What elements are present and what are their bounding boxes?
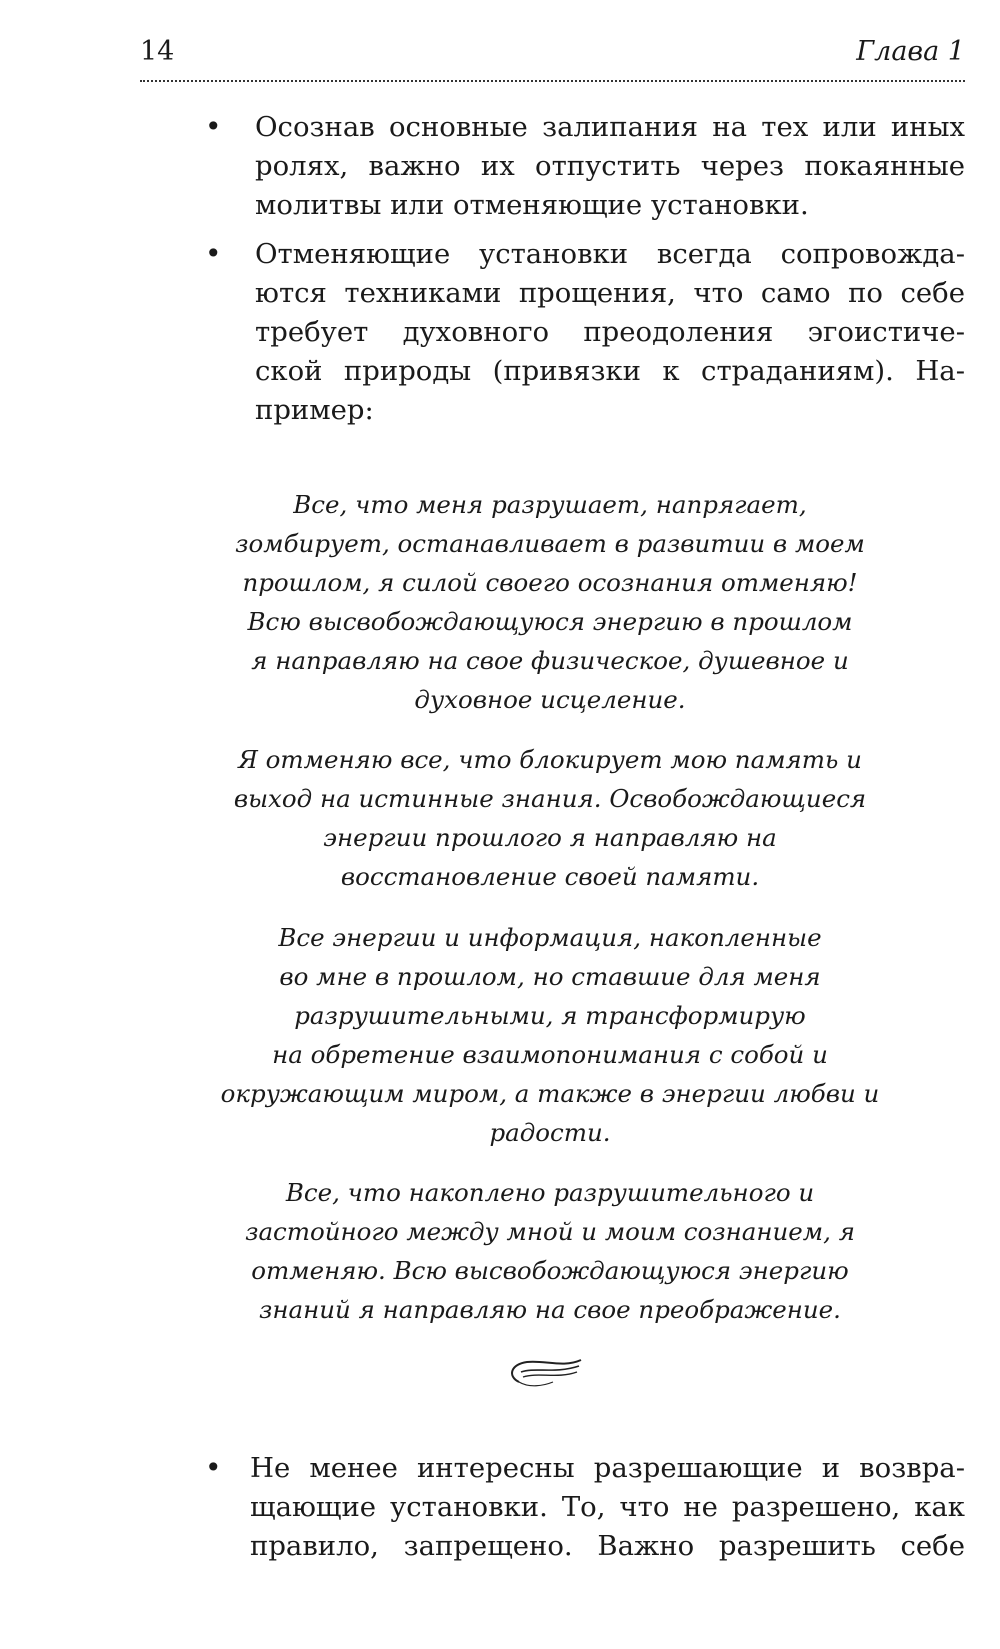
text-line: отменяю. Всю высвобождающуюся энергию — [251, 1256, 849, 1285]
affirmation-block-4 — [150, 1173, 950, 1329]
text-line: во мне в прошлом, но ставшие для меня — [279, 962, 821, 991]
text-line: радости. — [489, 1118, 611, 1147]
text-line: Всю высвобождающуюся энергию в прошлом — [247, 607, 853, 636]
text-line: правило, запрещено. Важно разрешить себе — [250, 1530, 965, 1562]
affirmation-block-2 — [150, 740, 950, 896]
flourish-ornament-icon — [505, 1352, 585, 1392]
running-header — [140, 32, 965, 82]
bullet-marker: • — [205, 1451, 222, 1484]
text-line: молитвы или отменяющие установки. — [255, 189, 809, 221]
text-line: энергии прошлого я направляю на — [323, 823, 777, 852]
text-line: прошлом, я силой своего осознания отменяю! — [242, 568, 858, 597]
text-line: окружающим миром, а также в энергии любви и — [220, 1079, 880, 1108]
text-line: разрушительными, я трансформирую — [294, 1001, 806, 1030]
bullet-item-1 — [255, 108, 965, 225]
text-line: ролях, важно их отпустить через покаянные — [255, 150, 965, 182]
text-line: ются техниками прощения, что само по себе — [255, 277, 965, 309]
text-line: Все, что меня разрушает, напрягает, — [293, 490, 807, 519]
text-line: выход на истинные знания. Освобождающиеся — [233, 784, 867, 813]
text-line: я направляю на свое физическое, душевное и — [251, 646, 849, 675]
bullet-item-3 — [250, 1449, 965, 1566]
text-line: духовное исцеление. — [414, 685, 686, 714]
text-line: требует духовного преодоления эгоистиче- — [255, 316, 965, 348]
header-divider — [140, 80, 965, 82]
text-line: щающие установки. То, что не разрешено, как — [250, 1491, 965, 1523]
bullet-marker: • — [205, 237, 222, 270]
text-line: Все, что накоплено разрушительного и — [285, 1178, 815, 1207]
text-line: застойного между мной и моим сознанием, я — [245, 1217, 855, 1246]
bullet-item-2 — [255, 235, 965, 430]
text-line: на обретение взаимопонимания с собой и — [272, 1040, 828, 1069]
text-line: пример: — [255, 394, 374, 426]
text-line: Отменяющие установки всегда сопровожда- — [255, 238, 965, 270]
text-line: Я отменяю все, что блокирует мою память и — [238, 745, 862, 774]
bullet-marker: • — [205, 110, 222, 143]
page-number: 14 — [140, 36, 175, 67]
chapter-title: Глава 1 — [856, 36, 965, 67]
text-line: знаний я направляю на свое преображение. — [259, 1295, 841, 1324]
text-line: восстановление своей памяти. — [340, 862, 760, 891]
text-line: зомбирует, останавливает в развитии в моем — [235, 529, 865, 558]
text-line: Осознав основные залипания на тех или иных — [255, 111, 965, 143]
text-line: Не менее интересны разрешающие и возвра- — [250, 1452, 965, 1484]
text-line: ской природы (привязки к страданиям). На- — [255, 355, 965, 387]
text-line: Все энергии и информация, накопленные — [278, 923, 822, 952]
affirmation-block-1 — [150, 485, 950, 719]
affirmation-block-3 — [150, 918, 950, 1152]
